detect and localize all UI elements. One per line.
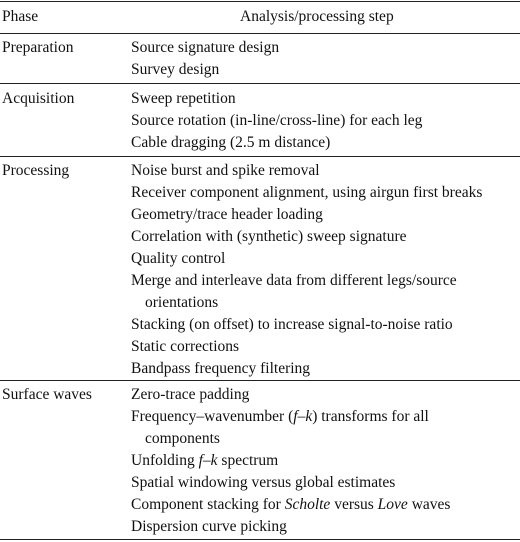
phase-label: Surface waves [2, 386, 92, 403]
step-item-continued: components [145, 430, 220, 447]
step-item: Correlation with (synthetic) sweep signature [131, 228, 407, 245]
step-item: Noise burst and spike removal [131, 162, 320, 179]
step-item-fk-transforms [131, 406, 517, 428]
step-item-stacking [131, 494, 517, 516]
phase-label: Processing [2, 162, 70, 179]
step-list [131, 160, 517, 380]
phase-label: Acquisition [2, 90, 75, 107]
step-item: Source rotation (in-line/cross-line) for each leg [131, 112, 423, 129]
step-item: Source signature design [131, 39, 280, 56]
step-item: Merge and interleave data from different legs/source [131, 272, 457, 289]
bottom-rule [0, 539, 520, 540]
group-rule [0, 83, 520, 84]
step-item-unfolding [131, 450, 517, 472]
header-rule [0, 33, 520, 34]
step-item-continued: orientations [145, 294, 219, 311]
step-item: Cable dragging (2.5 m distance) [131, 134, 331, 151]
table-header [0, 1, 520, 33]
group-rule [0, 380, 520, 381]
step-item: Bandpass frequency filtering [131, 360, 311, 377]
step-item-unfolding-text: Unfolding f–k spectrum [131, 452, 279, 469]
step-item: Geometry/trace header loading [131, 206, 323, 223]
step-item: Dispersion curve picking [131, 518, 287, 535]
step-item: Receiver component alignment, using airgun first breaks [131, 184, 483, 201]
step-item: Zero-trace padding [131, 386, 250, 403]
step-item-stacking-text: Component stacking for Scholte versus Love waves [131, 496, 451, 513]
step-item: Sweep repetition [131, 90, 236, 107]
header-phase: Phase [2, 8, 39, 25]
step-item: Quality control [131, 250, 226, 267]
step-list [131, 88, 517, 154]
step-item: Survey design [131, 61, 220, 78]
header-step: Analysis/processing step [240, 8, 394, 25]
group-rule [0, 156, 520, 157]
phase-label: Preparation [2, 39, 74, 56]
step-item: Stacking (on offset) to increase signal-to-noise ratio [131, 316, 453, 333]
step-item-fk-text: Frequency–wavenumber (f–k) transforms for all [131, 408, 429, 425]
step-item: Spatial windowing versus global estimates [131, 474, 396, 491]
step-list [131, 37, 517, 81]
step-list [131, 384, 517, 538]
step-item: Static corrections [131, 338, 240, 355]
